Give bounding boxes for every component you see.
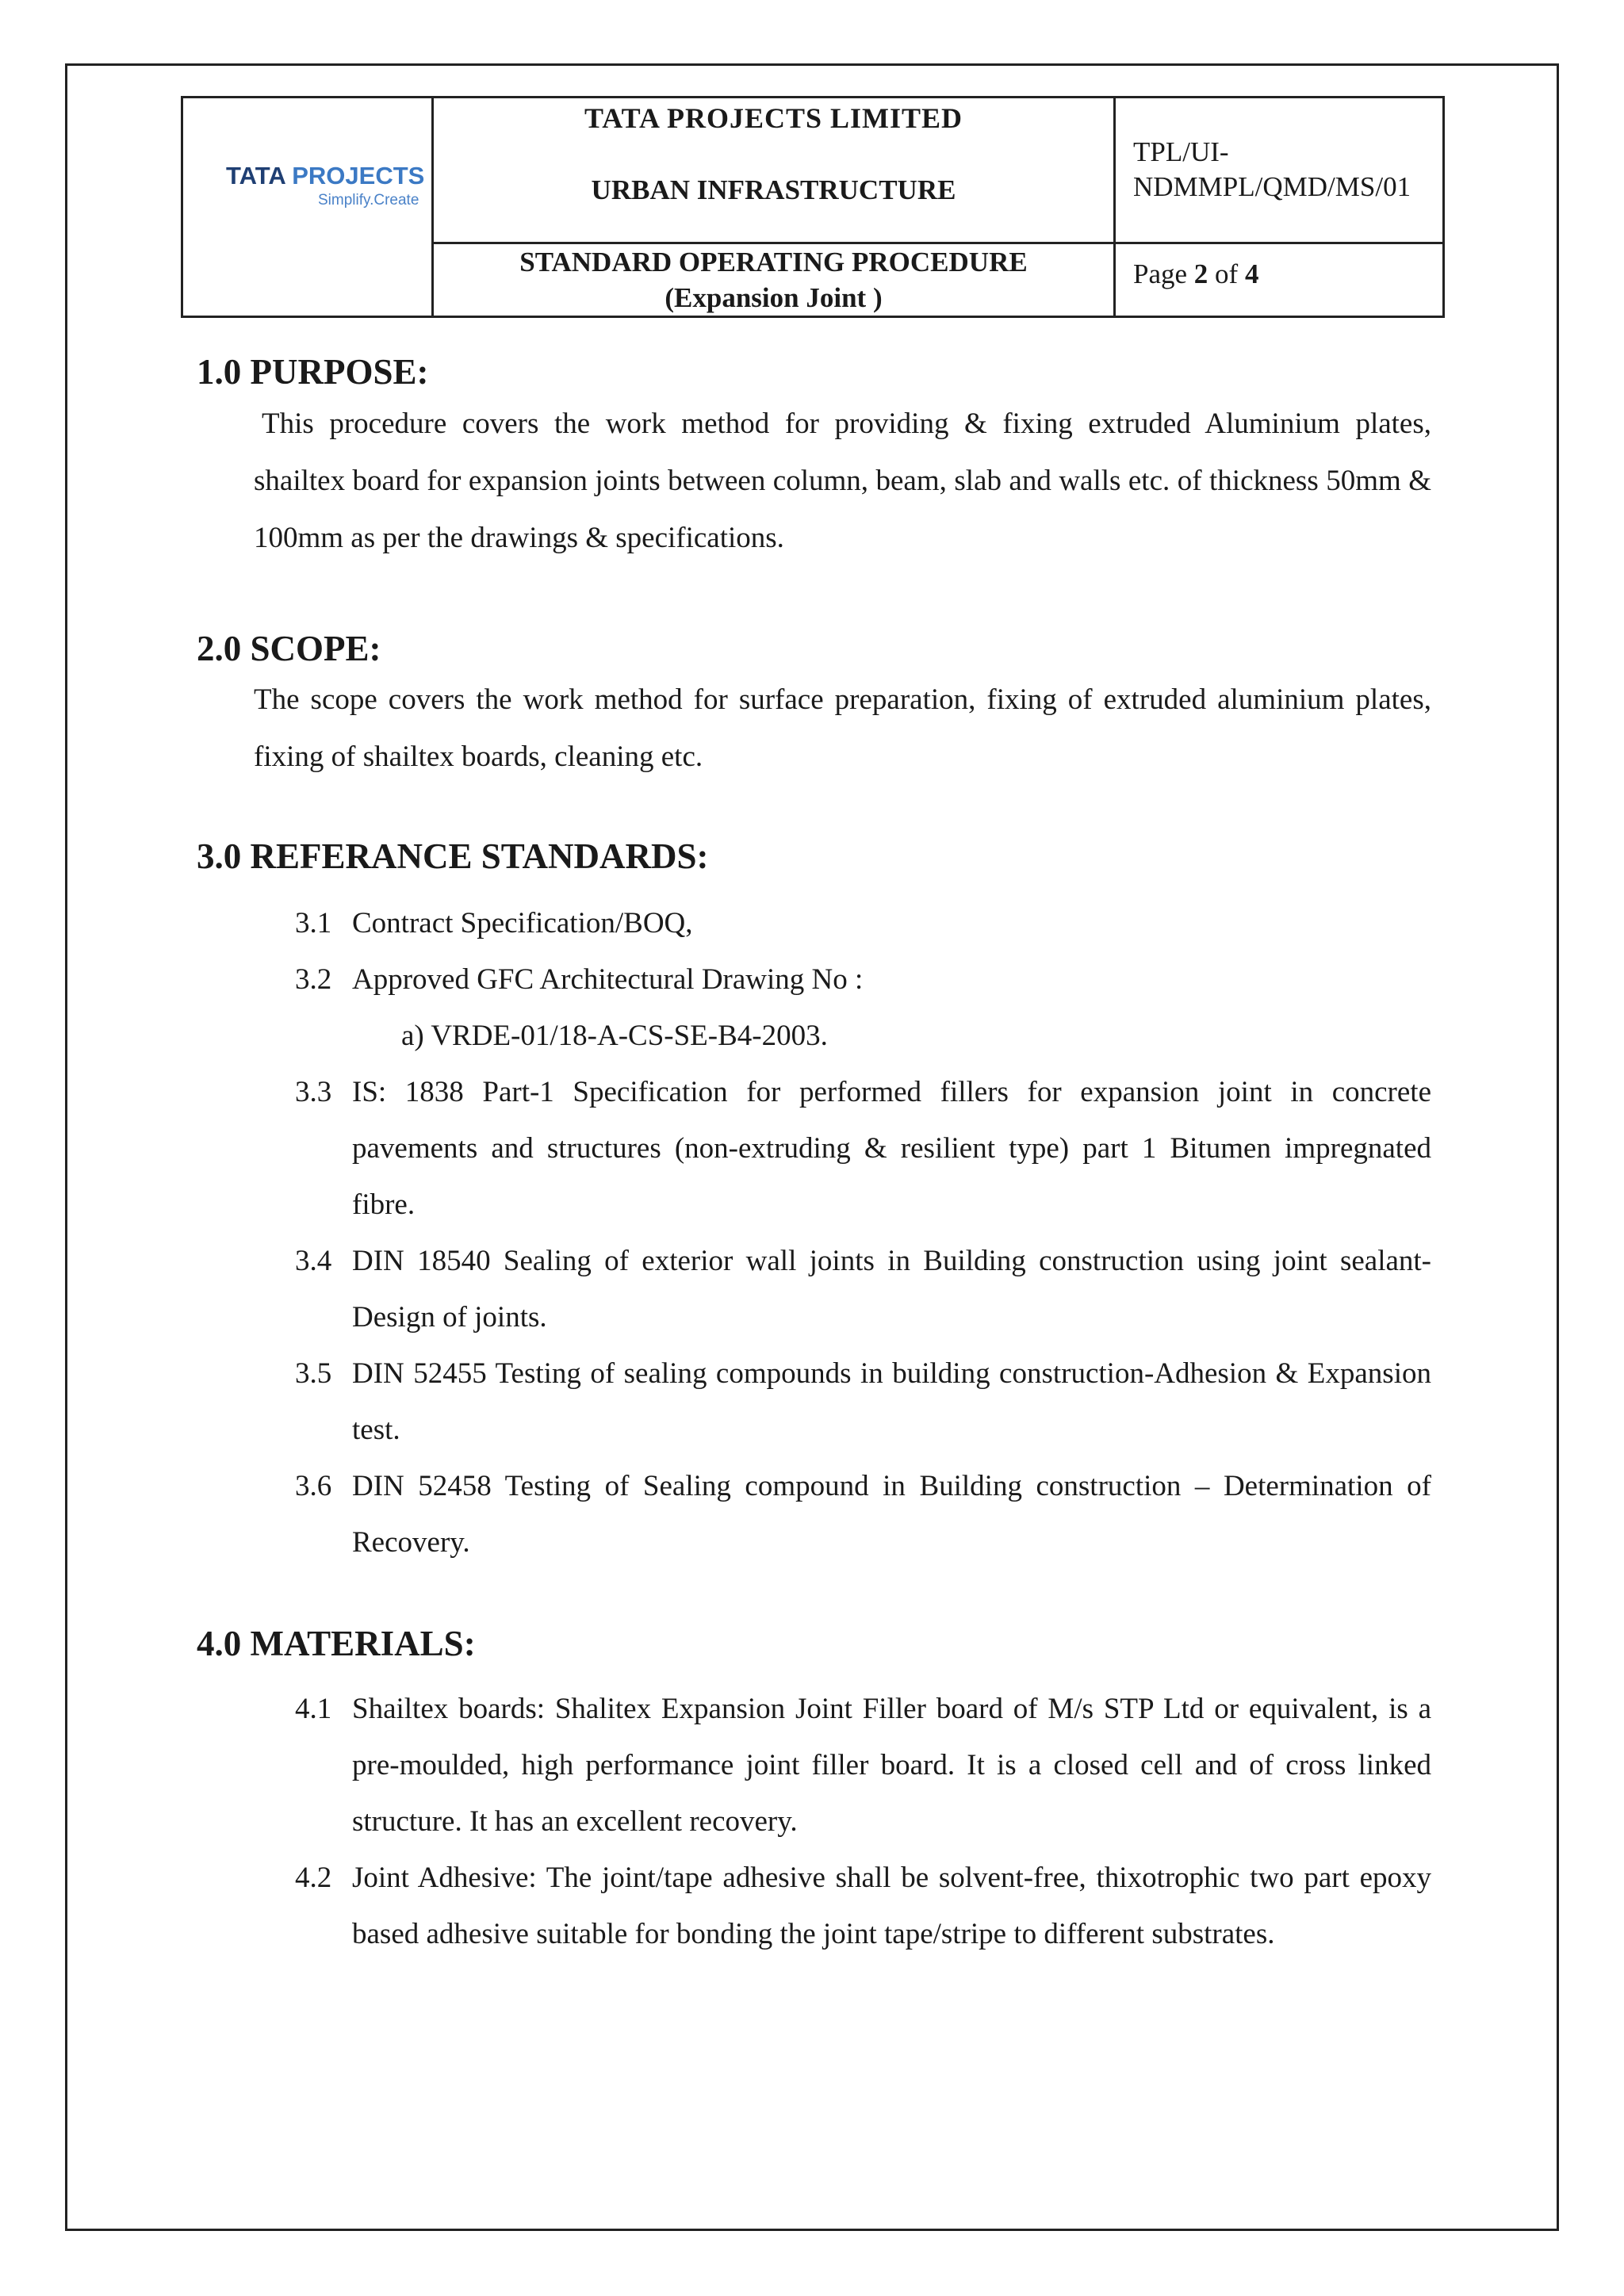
page-number-cell xyxy=(1116,244,1442,316)
sop-title-cell xyxy=(434,244,1116,316)
document-header-table xyxy=(181,96,1445,318)
materials-heading: 4.0 MATERIALS: xyxy=(197,1624,476,1663)
sop-title: STANDARD OPERATING PROCEDURE xyxy=(519,247,1028,277)
references-heading: 3.0 REFERANCE STANDARDS: xyxy=(197,836,709,876)
company-name: TATA PROJECTS LIMITED xyxy=(584,102,963,134)
logo-brand-part2: PROJECTS xyxy=(292,162,425,189)
scope-heading: 2.0 SCOPE: xyxy=(197,629,381,668)
document-number: TPL/UI-NDMMPL/QMD/MS/01 xyxy=(1133,136,1411,202)
page-of: of xyxy=(1215,258,1239,289)
list-item xyxy=(295,951,1431,1064)
list-item xyxy=(295,1681,1431,1850)
item-number: 3.1 xyxy=(295,907,332,939)
page-prefix: Page xyxy=(1133,258,1188,289)
company-cell xyxy=(434,98,1116,244)
logo-brand-part1: TATA xyxy=(226,162,285,189)
item-text: Contract Specification/BOQ, xyxy=(352,907,693,939)
item-text: DIN 18540 Sealing of exterior wall joints in Building construction using joint sealant-Design of joints. xyxy=(352,1245,1431,1334)
doc-number-cell xyxy=(1116,98,1442,244)
materials-list xyxy=(295,1681,1431,1962)
page-total: 4 xyxy=(1244,258,1259,289)
logo-tagline: Simplify.Create xyxy=(318,192,419,209)
list-item xyxy=(295,1233,1431,1345)
division-name: URBAN INFRASTRUCTURE xyxy=(591,174,956,205)
scope-text: The scope covers the work method for surface preparation, fixing of extruded aluminium plates, fixing of shailtex boards, cleaning etc. xyxy=(254,683,1431,773)
list-item xyxy=(295,1850,1431,1962)
sop-subtitle: (Expansion Joint ) xyxy=(665,282,883,313)
page-current: 2 xyxy=(1193,258,1208,289)
list-item xyxy=(295,895,1431,951)
item-number: 3.5 xyxy=(295,1357,332,1390)
item-text: DIN 52458 Testing of Sealing compound in Building construction – Determination of Recovery. xyxy=(352,1470,1431,1559)
item-number: 4.2 xyxy=(295,1862,332,1894)
item-text: Approved GFC Architectural Drawing No : xyxy=(352,963,864,996)
list-item xyxy=(295,1345,1431,1458)
purpose-text: This procedure covers the work method for providing & fixing extruded Aluminium plates, shailtex board for expansion joints between column, beam, slab and walls etc. of thickness 50mm & 100mm as per the drawings & specifications. xyxy=(254,408,1431,554)
item-text: Joint Adhesive: The joint/tape adhesive shall be solvent-free, thixotrophic two part epoxy based adhesive suitable for bonding the joint tape/stripe to different substrates. xyxy=(352,1862,1431,1950)
item-text: Shailtex boards: Shalitex Expansion Joint Filler board of M/s STP Ltd or equivalent, is a pre-moulded, high performance joint filler board. It is a closed cell and of cross linked structure. It has an excellent recovery. xyxy=(352,1693,1431,1838)
item-number: 3.4 xyxy=(295,1245,332,1277)
logo-brand xyxy=(226,162,424,190)
references-list xyxy=(295,895,1431,1571)
item-text: IS: 1838 Part-1 Specification for performed fillers for expansion joint in concrete pavements and structures (non-extruding & resilient type) part 1 Bitumen impregnated fibre. xyxy=(352,1076,1431,1221)
list-item xyxy=(295,1458,1431,1571)
item-text: DIN 52455 Testing of sealing compounds in building construction-Adhesion & Expansion test. xyxy=(352,1357,1431,1446)
list-item xyxy=(295,1064,1431,1233)
purpose-heading: 1.0 PURPOSE: xyxy=(197,352,429,392)
sop-title-block xyxy=(434,244,1113,316)
tata-projects-logo xyxy=(202,162,425,209)
item-number: 3.6 xyxy=(295,1470,332,1502)
drawing-sub-item: a) VRDE-01/18-A-CS-SE-B4-2003. xyxy=(401,1020,828,1052)
logo-cell xyxy=(183,98,434,316)
item-number: 4.1 xyxy=(295,1693,332,1725)
page-number xyxy=(1133,258,1258,290)
item-number: 3.3 xyxy=(295,1076,332,1108)
item-number: 3.2 xyxy=(295,963,332,996)
